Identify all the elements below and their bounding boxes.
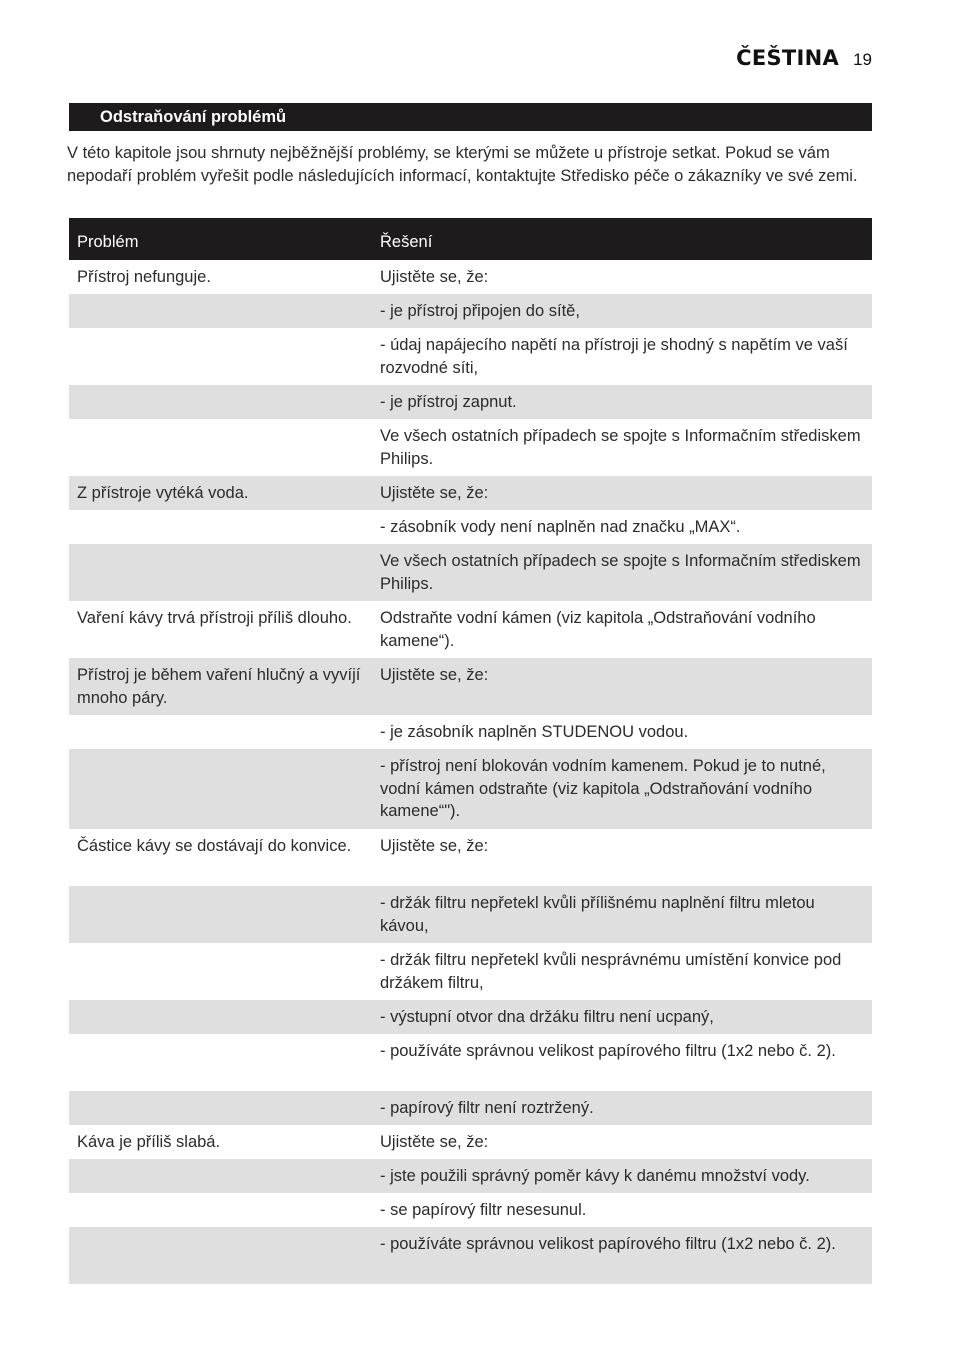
table-body <box>69 260 872 1284</box>
table-row <box>69 749 872 829</box>
problem-cell <box>69 1233 371 1284</box>
table-row <box>69 1000 872 1034</box>
solution-cell: Ujistěte se, že: <box>380 268 489 286</box>
section-title: Odstraňování problémů <box>69 103 872 131</box>
troubleshooting-table <box>69 218 872 1284</box>
table-row <box>69 385 872 419</box>
table-row <box>69 715 872 749</box>
problem-cell <box>69 1040 371 1091</box>
problem-cell <box>69 1199 371 1227</box>
table-row <box>69 294 872 328</box>
problem-cell <box>69 721 371 749</box>
table-row <box>69 1034 872 1091</box>
table-row <box>69 601 872 658</box>
solution-cell: - papírový filtr není roztržený. <box>380 1099 594 1117</box>
table-row <box>69 544 872 601</box>
solution-cell: - používáte správnou velikost papírového filtru (1x2 nebo č. 2). <box>380 1235 836 1253</box>
table-row <box>69 260 872 294</box>
solution-cell: - držák filtru nepřetekl kvůli nesprávnému umístění konvice pod držákem filtru, <box>380 951 842 992</box>
solution-cell: - údaj napájecího napětí na přístroji je shodný s napětím ve vaší rozvodné síti, <box>380 336 848 377</box>
table-row <box>69 510 872 544</box>
problem-cell <box>69 300 371 328</box>
solution-cell: - držák filtru nepřetekl kvůli přílišnému naplnění filtru mletou kávou, <box>380 894 815 935</box>
problem-cell: Káva je příliš slabá. <box>77 1133 221 1151</box>
table-row <box>69 1125 872 1159</box>
problem-cell <box>69 425 371 476</box>
problem-cell <box>69 516 371 544</box>
table-row <box>69 1159 872 1193</box>
solution-cell: Ujistěte se, že: <box>380 1133 489 1151</box>
problem-cell <box>69 755 371 829</box>
solution-cell: Ujistěte se, že: <box>380 484 489 502</box>
solution-cell: - zásobník vody není naplněn nad značku „MAX“. <box>380 518 741 536</box>
problem-cell <box>69 334 371 385</box>
table-row <box>69 476 872 510</box>
solution-cell: Ujistěte se, že: <box>380 837 489 855</box>
solution-cell: - jste použili správný poměr kávy k danému množství vody. <box>380 1167 810 1185</box>
problem-cell: Přístroj je během vaření hlučný a vyvíjí mnoho páry. <box>77 666 361 707</box>
solution-cell: - používáte správnou velikost papírového filtru (1x2 nebo č. 2). <box>380 1042 836 1060</box>
table-header-row <box>69 218 872 260</box>
page-number: 19 <box>853 50 872 69</box>
header-solution: Řešení <box>380 232 433 251</box>
problem-cell <box>69 1165 371 1193</box>
table-row <box>69 829 872 886</box>
language-label: ČEŠTINA <box>736 46 840 70</box>
table-row <box>69 328 872 385</box>
page-header <box>736 46 872 70</box>
problem-cell: Z přístroje vytéká voda. <box>77 484 249 502</box>
solution-cell: - je přístroj připojen do sítě, <box>380 302 580 320</box>
header-problem: Problém <box>77 232 139 251</box>
table-row <box>69 1193 872 1227</box>
solution-cell: - se papírový filtr nesesunul. <box>380 1201 587 1219</box>
table-row <box>69 1227 872 1284</box>
problem-cell <box>69 892 371 943</box>
problem-cell <box>69 391 371 419</box>
problem-cell <box>69 1097 371 1125</box>
problem-cell: Vaření kávy trvá přístroji příliš dlouho. <box>77 609 352 627</box>
solution-cell: Odstraňte vodní kámen (viz kapitola „Odstraňování vodního kamene“). <box>380 609 816 650</box>
table-row <box>69 1091 872 1125</box>
solution-cell: - je přístroj zapnut. <box>380 393 517 411</box>
problem-cell <box>69 1006 371 1034</box>
table-row <box>69 943 872 1000</box>
solution-cell: - výstupní otvor dna držáku filtru není ucpaný, <box>380 1008 714 1026</box>
solution-cell: - přístroj není blokován vodním kamenem. Pokud je to nutné, vodní kámen odstraňte (viz kapitola „Odstraňování vodního kamene“"). <box>380 757 826 820</box>
problem-cell: Přístroj nefunguje. <box>77 268 211 286</box>
solution-cell: Ujistěte se, že: <box>380 666 489 684</box>
solution-cell: - je zásobník naplněn STUDENOU vodou. <box>380 723 689 741</box>
solution-cell: Ve všech ostatních případech se spojte s Informačním střediskem Philips. <box>380 427 861 468</box>
table-row <box>69 886 872 943</box>
solution-cell: Ve všech ostatních případech se spojte s Informačním střediskem Philips. <box>380 552 861 593</box>
table-row <box>69 419 872 476</box>
intro-paragraph: V této kapitole jsou shrnuty nejběžnější problémy, se kterými se můžete u přístroje setkat. Pokud se vám nepodaří problém vyřešit podle následujících informací, kontaktujte Středisko péče o zákazníky ve své zemi. <box>67 144 858 185</box>
table-row <box>69 658 872 715</box>
problem-cell: Částice kávy se dostávají do konvice. <box>77 837 352 855</box>
problem-cell <box>69 949 371 1000</box>
problem-cell <box>69 550 371 601</box>
